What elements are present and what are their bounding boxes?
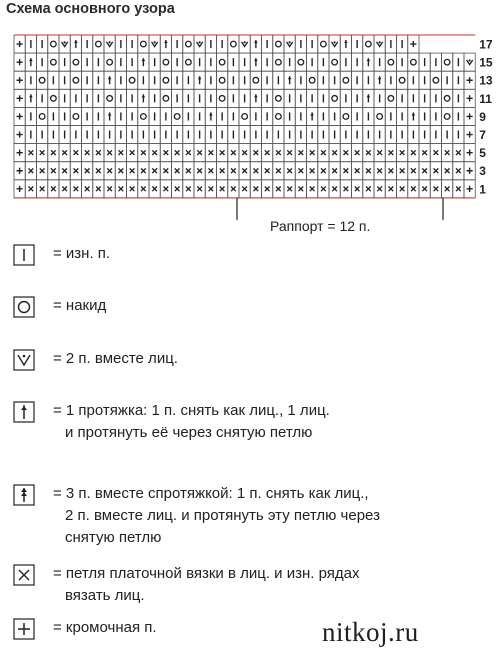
chart-row-13 bbox=[14, 71, 493, 89]
legend-text-line: = 1 протяжка: 1 п. снять как лиц., 1 лиц. bbox=[53, 402, 330, 419]
chart-cell bbox=[295, 53, 306, 71]
chart-cell bbox=[183, 35, 194, 53]
chart-cell bbox=[374, 107, 385, 125]
row-number: 11 bbox=[479, 91, 492, 106]
chart-cell bbox=[70, 71, 81, 89]
chart-cell bbox=[149, 35, 160, 53]
chart-cell bbox=[59, 35, 70, 53]
chart-cell bbox=[37, 71, 48, 89]
yarn-over-circle-icon bbox=[13, 296, 35, 325]
chart-cell bbox=[70, 53, 81, 71]
chart-row-1 bbox=[14, 180, 486, 198]
chart-cell bbox=[104, 89, 115, 107]
chart-cell bbox=[442, 107, 453, 125]
chart-cell bbox=[104, 35, 115, 53]
knitting-chart bbox=[0, 0, 500, 240]
chart-cell bbox=[397, 71, 408, 89]
chart-cell bbox=[70, 107, 81, 125]
chart-row-17 bbox=[14, 35, 493, 53]
chart-cell bbox=[160, 71, 171, 89]
row-number: 7 bbox=[479, 128, 486, 142]
watermark: nitkoj.ru bbox=[322, 617, 419, 647]
row-number: 1 bbox=[479, 182, 486, 197]
chart-cell bbox=[239, 35, 250, 53]
chart-row-11 bbox=[14, 89, 492, 107]
chart-cell bbox=[340, 71, 351, 89]
chart-cell bbox=[93, 35, 104, 53]
purl-bar-icon bbox=[13, 244, 35, 273]
legend-text-line: = накид bbox=[53, 297, 107, 314]
chart-cell bbox=[228, 35, 239, 53]
legend-text-line: и протянуть её через снятую петлю bbox=[65, 424, 313, 441]
row-number: 9 bbox=[479, 109, 486, 124]
chart-title: Схема основного узора bbox=[6, 1, 175, 17]
row-number: 15 bbox=[479, 55, 493, 70]
chart-cell bbox=[239, 107, 250, 125]
chart-cell bbox=[194, 35, 205, 53]
chart-cell bbox=[250, 71, 261, 89]
chart-cell bbox=[340, 107, 351, 125]
plus-icon bbox=[13, 618, 35, 647]
row-number: 3 bbox=[479, 164, 486, 179]
chart-cell bbox=[273, 107, 284, 125]
chart-cell bbox=[217, 89, 228, 107]
chart-cell bbox=[48, 35, 59, 53]
chart-cell bbox=[329, 53, 340, 71]
row-number: 17 bbox=[479, 37, 493, 52]
chart-cell bbox=[273, 89, 284, 107]
chart-cell bbox=[160, 53, 171, 71]
chart-row-15 bbox=[14, 53, 493, 71]
chart-cell bbox=[430, 71, 441, 89]
chart-cell bbox=[464, 53, 475, 71]
chart-cell bbox=[273, 53, 284, 71]
legend-text-line: вязать лиц. bbox=[65, 587, 145, 604]
chart-row-9 bbox=[14, 107, 486, 125]
chart-cell bbox=[318, 35, 329, 53]
legend-text-line: 2 п. вместе лиц. и протянуть эту петлю через bbox=[65, 507, 380, 524]
repeat-label: Раппорт = 12 п. bbox=[270, 218, 371, 234]
legend-text-line: снятую петлю bbox=[65, 529, 162, 546]
chart-cell bbox=[284, 35, 295, 53]
chart-cell bbox=[329, 89, 340, 107]
chart-cell bbox=[172, 107, 183, 125]
chart-cell bbox=[442, 53, 453, 71]
chart-cell bbox=[307, 71, 318, 89]
legend-text-line: = 2 п. вместе лиц. bbox=[53, 350, 178, 367]
chart-cell bbox=[37, 107, 48, 125]
chart-cell bbox=[273, 35, 284, 53]
legend-text-line: = изн. п. bbox=[53, 245, 111, 262]
row-number: 5 bbox=[479, 146, 486, 161]
chart-cell bbox=[160, 89, 171, 107]
cross-icon bbox=[13, 564, 35, 593]
chart-cell bbox=[183, 53, 194, 71]
chart-cell bbox=[104, 53, 115, 71]
chart-cell bbox=[127, 71, 138, 89]
k2tog-check-icon bbox=[13, 349, 35, 378]
chart-cell bbox=[48, 89, 59, 107]
chart-cell bbox=[138, 107, 149, 125]
chart-cell bbox=[442, 89, 453, 107]
legend-text-line: = 3 п. вместе спротяжкой: 1 п. снять как лиц., bbox=[53, 485, 369, 502]
single-arrow-icon bbox=[13, 401, 35, 430]
legend-text-line: = кромочная п. bbox=[53, 619, 157, 636]
chart-cell bbox=[408, 53, 419, 71]
chart-cell bbox=[217, 53, 228, 71]
chart-row-5 bbox=[14, 144, 486, 162]
chart-cell bbox=[217, 71, 228, 89]
chart-cell bbox=[329, 35, 340, 53]
chart-row-3 bbox=[14, 162, 486, 180]
double-arrow-icon bbox=[13, 484, 35, 513]
chart-cell bbox=[138, 35, 149, 53]
chart-cell bbox=[363, 35, 374, 53]
row-number: 13 bbox=[479, 73, 493, 88]
legend-text-line: = петля платочной вязки в лиц. и изн. рядах bbox=[53, 565, 360, 582]
chart-cell bbox=[374, 35, 385, 53]
chart-row-7 bbox=[14, 126, 486, 144]
chart-cell bbox=[48, 53, 59, 71]
chart-cell bbox=[385, 89, 396, 107]
chart-cell bbox=[385, 53, 396, 71]
